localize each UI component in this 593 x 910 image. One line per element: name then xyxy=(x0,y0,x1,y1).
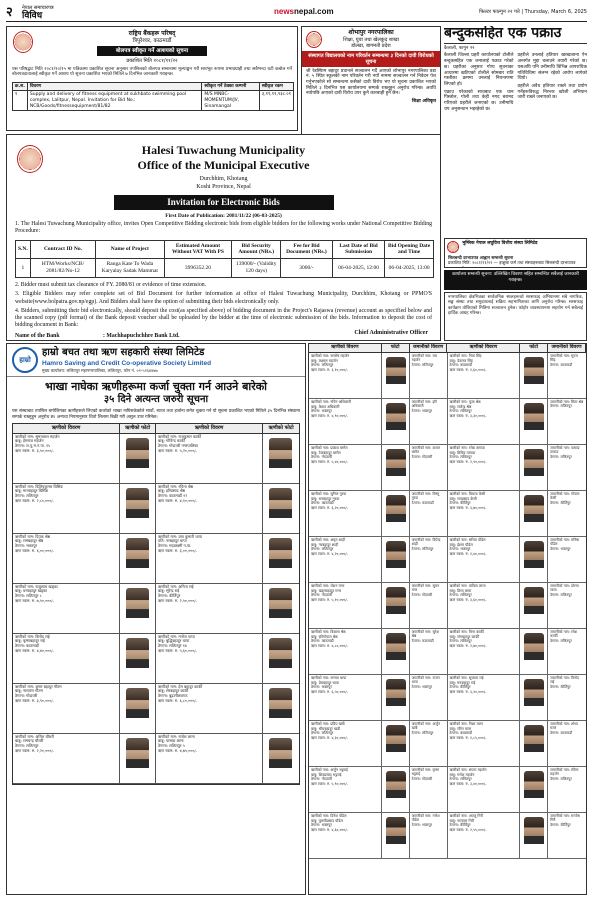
borrower-photo xyxy=(382,629,410,674)
table-cell: 139000/- (Validity 120 days) xyxy=(232,259,281,278)
person-photo-icon xyxy=(386,771,406,798)
grid-header-cell: ऋणीको विवरण xyxy=(156,424,263,432)
notice-date: प्रकाशित मिति २०८१/११/२२ xyxy=(126,58,178,65)
person-photo-icon xyxy=(524,725,544,752)
borrower-row xyxy=(13,484,299,534)
chief-administrative-officer: Chief Administrative Officer xyxy=(354,329,428,336)
borrower-details: ऋणीको नाम: नविन अधिकारी बाबु: केशव अधिकारी ठेगाना: भक्तपुर ऋण रकम: रु. ४,९०,०००/- xyxy=(309,399,382,444)
bank-row xyxy=(15,340,432,341)
list-header-cell: फोटो xyxy=(520,344,548,352)
borrower-details: ऋणीको नाम: सुनिल गुरुङ बाबु: धनबहादुर गुरुङ ठेगाना: काठमाडौं ऋण रकम: रु. ६,२०,०००/- xyxy=(309,491,382,536)
person-photo-icon xyxy=(269,688,292,718)
borrower-details: ऋणीको नाम: प्रदिप खत्री बाबु: भीमबहादुर खत्री ठेगाना: ललितपुर ऋण रकम: रु. ४,३०,०००/- xyxy=(309,721,382,766)
borrower-photo xyxy=(263,634,299,683)
table-cell: 06-04-2025, 13:00 xyxy=(385,259,434,278)
borrower-details: ऋणीको नाम: राजुलाल खड्का बाबु: धनबहादुर खड्का ठेगाना: ललितपुर ८ ऋण रकम: रु. ७,५०,०००/- xyxy=(13,584,120,633)
person-photo-icon xyxy=(126,488,149,518)
list-header-cell: ऋणीको विवरण xyxy=(447,344,520,352)
table-row xyxy=(16,259,434,278)
person-photo-icon xyxy=(126,638,149,668)
borrower-list-continued xyxy=(308,343,587,895)
guarantor-details: जमानीको नाम: कृष्ण भट्टराई ठेगाना: गोदावरी xyxy=(410,767,448,812)
table-header-cell: स्वीकृत गर्ने ठेक्का कम्पनी xyxy=(202,82,259,91)
cooperative-logo-icon: हाम्रो xyxy=(12,347,38,373)
logo-prefix: news xyxy=(274,7,295,16)
borrower-details: ऋणीको नाम: मिना कार्की बाबु: जंगबहादुर कार्की ठेगाना: ललितपुर ऋण रकम: रु. २,७०,०००/- xyxy=(448,629,521,674)
borrower-details: ऋणीको नाम: बिमला केसी बाबु: रामप्रसाद केसी ठेगाना: कीर्तिपुर ऋण रकम: रु. ३,७०,०००/- xyxy=(448,491,521,536)
borrower-details: ऋणीको नाम: अनिता राई बाबु: सुरेन्द्र राई ठेगाना: कीर्तिपुर ऋण रकम: रु. २,५०,०००/- xyxy=(156,584,263,633)
grid-header-cell: ऋणीको फोटो xyxy=(120,424,156,432)
borrower-row xyxy=(13,534,299,584)
table-header-cell: विवरण xyxy=(27,82,201,91)
borrower-photo xyxy=(120,434,156,483)
guarantor-details: जमानीको नाम: शोभा मल्ल ठेगाना: काठमाडौं xyxy=(550,721,578,735)
guarantor-details: जमानीको नाम: गोपाल केसी ठेगाना: कीर्तिपुर xyxy=(550,491,580,505)
cooperative-intro: यस संस्थाबाट तपसिल बमोजिमका ऋणीहरूले लिएको कर्जाको भाखा नाघिसकेकोले सावाँ, ब्याज तथा हर्जाना समेत चुक्ता गर्न यो सूचना प्रकाशित भएको मितिले ३५ दिनभित्र संस्थामा सम्पर्क राख्नुहुन अनुरोध छ। अन्यथा नियमानुसार धितो लिलाम बिक्री गरी असुल उपर गरिनेछ। xyxy=(12,409,300,420)
grid-header-cell: ऋणीको विवरण xyxy=(13,424,120,432)
tender-title: सिलबन्दी दरभाउपत्र आह्वान सम्बन्धी सूचना xyxy=(448,255,514,260)
nepal-emblem-icon xyxy=(306,31,322,48)
person-photo-icon xyxy=(524,817,544,844)
institution-header xyxy=(7,143,440,191)
borrower-details: ऋणीको नाम: अमृत शाही बाबु: नरबहादुर शाही ठेगाना: ललितपुर ऋण रकम: रु. ४,२०,०००/- xyxy=(309,537,382,582)
borrower-details: ऋणीको नाम: कविता लामा बाबु: ङिमा लामा ठेगाना: ललितपुर ऋण रकम: रु. ३,६०,०००/- xyxy=(448,583,521,628)
table-cell: ३,१९,११,९३८.०१ xyxy=(259,91,293,111)
borrower-row xyxy=(13,584,299,634)
borrower-details: ऋणीको नाम: दिनेश पौडेल बाबु: तुलसीप्रसाद पौडेल ठेगाना: भक्तपुर ऋण रकम: रु. ४,६०,०००/- xyxy=(309,813,382,858)
borrower-photo xyxy=(263,434,299,483)
tender-notice xyxy=(444,238,587,268)
borrower-details: ऋणीको नाम: सुजाता राई बाबु: मनबहादुर राई ठेगाना: कीर्तिपुर ऋण रकम: रु. ३,२०,०००/- xyxy=(448,675,521,720)
borrower-details: ऋणीको नाम: सन्जय थापा बाबु: प्रेमबहादुर थापा ठेगाना: भक्तपुर ऋण रकम: रु. ६,५०,०००/- xyxy=(309,675,382,720)
borrower-details: ऋणीको नाम: अञ्जु गिरी बाबु: नारायण गिरी ठेगाना: कीर्तिपुर ऋण रकम: रु. २,५५,०००/- xyxy=(448,813,521,858)
person-photo-icon xyxy=(126,688,149,718)
tender-org: भुम्लिक नेपाल लघुवित्त वित्तीय संस्था लिमिटेड xyxy=(462,241,538,246)
person-photo-icon xyxy=(269,638,292,668)
invitation-para-3: 3. Eligible Bidders may refer complete set of Bid Document for further information at office of Halesi Tuwachung Municipality, Durchhim, Khotang or PPMO'S website(www.bolpatra.gov.np/egp). And Bidders shall have the option of submitting their bids electronically only. xyxy=(15,291,432,305)
table-cell: HTM/Works/NCB/ 2081/82/No-12 xyxy=(30,259,95,278)
person-photo-icon xyxy=(386,633,406,660)
microfinance-logo-icon xyxy=(447,241,459,253)
borrower-details: ऋणीको नाम: सन्तोष महर्जन बाबु: लक्ष्मण महर्जन ठेगाना: ललितपुर ऋण रकम: रु. ३,१०,०००/- xyxy=(309,353,382,398)
table-header-cell: Fee for Bid Document (NRs.) xyxy=(281,240,333,259)
guarantor-details: जमानीको नाम: डोल्मा लामा ठेगाना: ललितपुर xyxy=(550,583,579,597)
borrower-photo xyxy=(120,734,156,783)
person-photo-icon xyxy=(386,495,406,522)
guarantor-details: जमानीको नाम: सिता श्रेष्ठ ठेगाना: ललितपुर xyxy=(550,399,584,409)
borrower-details: ऋणीको नाम: मनोज थापा बाबु: बुद्धिबहादुर थापा ठेगाना: ललितपुर १४ ऋण रकम: रु. ५,६०,०००/- xyxy=(156,634,263,683)
table-header-cell: Last Date of Bid Submission xyxy=(332,240,384,259)
borrower-photo xyxy=(520,629,548,674)
news-article xyxy=(444,26,587,236)
table-cell: १ xyxy=(13,91,28,111)
borrower-photo xyxy=(120,684,156,733)
borrower-photo xyxy=(263,484,299,533)
guarantor-details: जमानीको नाम: सुरेश श्रेष्ठ ठेगाना: काठमाडौं xyxy=(410,629,448,674)
notice2-head xyxy=(302,29,440,49)
notice-org-name: राष्ट्रिय बैंकहरू परिषद् xyxy=(128,30,176,37)
borrower-details: ऋणीको नाम: राजेश लामा बाबु: पासाङ लामा ठेगाना: ललितपुर ५ ऋण रकम: रु. ४,७५,०००/- xyxy=(156,734,263,783)
person-photo-icon xyxy=(524,541,544,568)
notice-paragraph: यस परिषद्बाट मिति २०८१/१०/१५ मा पत्रिकामा प्रकाशित सूचना अनुसार तपसिलको बोलपत्र सम्बन्धमा मूल्याङ्कन गरी सारभूत रूपमा प्रभावग्राही तथा सबैभन्दा घटी कबोल गर्ने बोलपत्रदातालाई स्वीकृत गर्ने आशय यो सूचना प्रकाशित भएको मितिले ७ दिनभित्र जानकारी गराइन्छ। xyxy=(12,66,292,78)
table-header-cell: Bid Security Amount (NRs.) xyxy=(232,240,281,259)
borrower-details: ऋणीको नाम: रमेश तामाङ बाबु: छिरिङ तामाङ ठेगाना: ललितपुर ऋण रकम: रु. २,९०,०००/- xyxy=(448,445,521,490)
list-row xyxy=(309,675,586,721)
person-photo-icon xyxy=(269,488,292,518)
institution-address-2: Koshi Province, Nepal xyxy=(196,183,251,190)
table-cell: Ranga Kate To Wada Karyalay Sadak Mammat xyxy=(96,259,164,278)
page-number: २ xyxy=(6,5,13,20)
borrower-details: ऋणीको नाम: कृष्ण बहादुर गौतम बाबु: नारायण गौतम ठेगाना: गोदावरी ऋण रकम: रु. ३,९०,०००/- xyxy=(13,684,120,733)
award-table xyxy=(12,82,294,112)
invitation-para-2: 2. Bidder must submit tax clearance of FY. 2080/81 or evidence of time extension. xyxy=(15,282,207,289)
person-photo-icon xyxy=(386,541,406,568)
borrower-details: ऋणीको नाम: दिलिपकुमार घिसिङ बाबु: मानबहादुर घिसिङ ठेगाना: ललितपुर ऋण रकम: रु. २,८०,०००/- xyxy=(13,484,120,533)
guarantor-details: जमानीको नाम: राजन थापा ठेगाना: भक्तपुर xyxy=(410,675,448,720)
article-column-1 xyxy=(444,53,514,112)
guarantor-details: जमानीको नाम: रमेश कार्की ठेगाना: ललितपुर xyxy=(550,629,578,643)
invitation-para-4: 4. Bidders, submitting their bid electronically, should deposit the cost(as specified above) of bidding document in the Project's Rajaswa (revenue) account as specified below and the scanned copy (pdf format) of the Bank deposit voucher shall be uploaded by the bidder at the time of electronic submission of the bids. Information to deposit the cost of bidding document in Bank: xyxy=(15,307,432,329)
table-header-cell: Bid Opening Date and Time xyxy=(385,240,434,259)
borrower-photo xyxy=(263,584,299,633)
person-photo-icon xyxy=(269,538,292,568)
borrower-details: ऋणीको नाम: उषा कुमारी थापा पति: नरबहादुर थापा ठेगाना: महालक्ष्मी न.पा. ऋण रकम: रु. ३,००,०००/- xyxy=(156,534,263,583)
borrower-photo xyxy=(263,684,299,733)
table-cell: 06-04-2025, 12:00 xyxy=(332,259,384,278)
person-photo-icon xyxy=(524,771,544,798)
cooperative-subhead: ३५ दिने अत्यन्त जरुरी सूचना xyxy=(103,393,209,405)
nepal-emblem-icon xyxy=(17,145,43,173)
borrower-photo xyxy=(382,813,410,858)
dark-notice-strip: कार्यालय सम्बन्धी सूचना: उल्लिखित विवरण सहित सम्बन्धित सबैलाई जानकारी गराइन्छ। xyxy=(444,270,587,290)
table-header-cell: S.N. xyxy=(16,240,31,259)
borrower-photo xyxy=(382,537,410,582)
list-row xyxy=(309,353,586,399)
table-cell: M/S MNBC-MOMENTUM/JV, Sinamangal xyxy=(202,91,259,111)
institution-address-1: Durchhim, Khotang xyxy=(199,176,248,182)
borrower-details: ऋणीको नाम: बिनोद राई बाबु: कृष्णबहादुर राई ठेगाना: काठमाडौं ऋण रकम: रु. ४,४०,०००/- xyxy=(13,634,120,683)
borrower-photo xyxy=(520,399,548,444)
cooperative-header xyxy=(7,344,305,377)
masthead xyxy=(6,4,587,22)
person-photo-icon xyxy=(126,438,149,468)
notice2-body: श्री रेडस्यिाम बहादुर प्रधानले सञ्चालन गर्दै आएको शोभापुर नगरपालिका वडा नं. ५ स्थित स्कूलको नाम परिवर्तन गरी नयाँ नाममा सञ्चालन गर्न निवेदन पेश गर्नुभएकोले सो सम्बन्धमा कसैको दावी विरोध भए यो सूचना प्रकाशित भएको मितिले ३ दिनभित्र यस कार्यालयमा सम्पर्क राख्नुहुन अनुरोध गरिन्छ। अवधि नाघेपछि आएको दावी विरोध उपर कुनै कारबाही हुने छैन। xyxy=(306,68,436,97)
table-row xyxy=(13,91,294,111)
list-header-cell: फोटो xyxy=(382,344,410,352)
list-row xyxy=(309,629,586,675)
section-top: नेपाल समाचारपत्र xyxy=(22,5,54,11)
table-cell: 1 xyxy=(16,259,31,278)
person-photo-icon xyxy=(386,587,406,614)
borrower-photo xyxy=(520,767,548,812)
list-header-cell: जमानीको विवरण xyxy=(410,344,448,352)
borrower-row xyxy=(13,734,299,784)
borrower-photo xyxy=(382,767,410,812)
borrower-row xyxy=(13,434,299,484)
institution-name: Halesi Tuwachung Municipality xyxy=(141,143,306,157)
guarantor-details: जमानीको नाम: विष्णु गुरुङ ठेगाना: काठमाडौं xyxy=(410,491,448,536)
notice2-title-bar: संस्थागत विद्यालयको नाम परिवर्तन सम्बन्धमा ३ दिनको दावी विरोधको सूचना xyxy=(302,51,440,67)
section-title: विविध xyxy=(22,10,43,21)
contract-table xyxy=(15,240,434,279)
borrower-row xyxy=(13,684,299,734)
bank-field-value xyxy=(103,340,202,341)
person-photo-icon xyxy=(524,495,544,522)
guarantor-details: जमानीको नाम: मनिषा पौडेल ठेगाना: भक्तपुर xyxy=(550,537,580,551)
borrower-details: ऋणीको नाम: सरिता पौडेल बाबु: ईश्वर पौडेल ठेगाना: भक्तपुर ऋण रकम: रु. २,४०,०००/- xyxy=(448,537,521,582)
borrower-details: ऋणीको नाम: प्रकाश बस्नेत बाबु: टेकबहादुर बस्नेत ठेगाना: गोदावरी ऋण रकम: रु. ५,४०,०००/- xyxy=(309,445,382,490)
guarantor-details: जमानीको नाम: अर्जुन खत्री ठेगाना: ललितपुर xyxy=(410,721,448,766)
notice2-org: शोभापुर नगरपालिका xyxy=(348,29,394,36)
cooperative-headline: भाखा नाघेका ऋणीहरूमा कर्जा चुक्ता गर्न आउने बारेको xyxy=(44,380,268,393)
borrower-photo xyxy=(520,721,548,766)
borrower-details: ऋणीको नाम: रोशन मगर बाबु: खड्गबहादुर मगर ठेगाना: गोदावरी ऋण रकम: रु. ५,१०,०००/- xyxy=(309,583,382,628)
person-photo-icon xyxy=(524,357,544,384)
borrower-details: ऋणीको नाम: सुमनलाल महर्जन बाबु: हेमराज महर्जन ठेगाना: ल.पु.म.न.पा. १५ ऋण रकम: रु. ३,५०,०००/- xyxy=(13,434,120,483)
borrower-photo xyxy=(382,445,410,490)
person-photo-icon xyxy=(524,633,544,660)
person-photo-icon xyxy=(386,357,406,384)
notice2-address: डोल्खा, बागमती प्रदेश xyxy=(351,42,391,49)
notice-title-bar: बोलपत्र स्वीकृत गर्ने आशयको सूचना xyxy=(97,46,207,56)
notice-org xyxy=(7,30,297,44)
notice-org-address: त्रिपुरेश्वर, काठमाडौं xyxy=(132,37,172,44)
article-column-2 xyxy=(518,53,588,112)
person-photo-icon xyxy=(269,438,292,468)
article-paragraph: प्रहरीले अवैध हतियार राख्ने तथा प्रयोग गर्नेहरूविरुद्ध निरन्तर खोजी अभियान जारी राख्ने जनाएको छ। xyxy=(517,83,587,101)
borrower-photo xyxy=(520,537,548,582)
borrower-details: ऋणीको नाम: रचिना श्रेष्ठ बाबु: हरिप्रसाद श्रेष्ठ ठेगाना: काठमाडौं १२ ऋण रकम: रु. ४,१०,०००/- xyxy=(156,484,263,533)
guarantor-details: जमानीको नाम: रविना महर्जन ठेगाना: ललितपुर xyxy=(550,767,579,781)
cooperative-name-ne: हाम्रो बचत तथा ऋण सहकारी संस्था लिमिटेड xyxy=(42,347,205,359)
person-photo-icon xyxy=(386,449,406,476)
person-photo-icon xyxy=(524,679,544,706)
person-photo-icon xyxy=(386,817,406,844)
list-row xyxy=(309,399,586,445)
bank-field-label: Name of the Bank xyxy=(15,332,60,339)
borrower-details: ऋणीको नाम: अर्जुन भट्टराई बाबु: शिवप्रसाद भट्टराई ठेगाना: गोदावरी ऋण रकम: रु. ५,९०,०००/- xyxy=(309,767,382,812)
cooperative-name-en: Hamro Saving and Credit Co-operative Society Limited xyxy=(42,359,212,367)
table-header-cell: Name of Project xyxy=(96,240,164,259)
guarantor-details: जमानीको नाम: दिपेन्द्र शाही ठेगाना: ललितपुर xyxy=(410,537,448,582)
borrower-details: ऋणीको नाम: गिता सिंह बाबु: देवराज सिंह ठेगाना: काठमाडौं ऋण रकम: रु. २,६०,०००/- xyxy=(448,353,521,398)
person-photo-icon xyxy=(524,403,544,430)
guarantor-details: जमानीको नाम: सुमन मगर ठेगाना: गोदावरी xyxy=(410,583,448,628)
list-row xyxy=(309,721,586,767)
table-header-cell: Contract ID No. xyxy=(30,240,95,259)
guarantor-details: जमानीको नाम: राम महर्जन ठेगाना: ललितपुर xyxy=(410,353,448,398)
borrower-photo xyxy=(520,445,548,490)
borrower-details: ऋणीको नाम: अनिल चौधरी बाबु: रामचन्द्र चौधरी ठेगाना: ललितपुर ऋण रकम: रु. २,२०,०००/- xyxy=(13,734,120,783)
article-paragraph: प्रहरीले उनलाई हतियार खरखजाना ऐन अन्तर्गत मुद्दा चलाउने तयारी गरेको छ। यसअघि पनि उनीमाथि विभिन्न आपराधिक गतिविधिमा संलग्न रहेको आरोप लागेको थियो। xyxy=(517,53,587,82)
logo-suffix: nepal xyxy=(294,7,315,16)
borrower-photo xyxy=(263,734,299,783)
cooperative-address: मुख्य कार्यालय: ललितपुर महानगरपालिका, ललितपुर, फोन नं. ०१-५२६४४७७ xyxy=(42,367,158,373)
person-photo-icon xyxy=(524,587,544,614)
borrower-details: ऋणीको नाम: राजकुमार कार्की बाबु: गोविन्द कार्की ठेगाना: गोदावरी नगरपालिका ऋण रकम: रु. ५,२०,०००/- xyxy=(156,434,263,483)
notice2-sub: शिक्षा, युवा तथा खेलकुद शाखा xyxy=(343,36,399,43)
borrower-photo xyxy=(382,399,410,444)
cleanup-notice xyxy=(444,292,587,341)
borrower-details: ऋणीको नाम: पूजा श्रेष्ठ बाबु: राजेन्द्र श्रेष्ठ ठेगाना: ललितपुर ऋण रकम: रु. ३,३०,०००/- xyxy=(448,399,521,444)
list-header-cell: ऋणीको विवरण xyxy=(309,344,382,352)
institution-office: Office of the Municipal Executive xyxy=(137,158,310,172)
person-photo-icon xyxy=(386,403,406,430)
intent-to-award-notice xyxy=(6,26,298,131)
borrower-details: ऋणीको नाम: निशा मल्ल बाबु: रविन मल्ल ठेगाना: काठमाडौं ऋण रकम: रु. २,८५,०००/- xyxy=(448,721,521,766)
borrower-photo xyxy=(382,583,410,628)
tender-body: प्रकाशित मिति: २०८१/११/२२ — इच्छुक फर्म तथा संस्थाहरूबाट सिलबन्दी दरभाउपत्र आह्वान गरिन्छ। xyxy=(448,260,576,268)
borrower-photo xyxy=(520,353,548,398)
halesi-bid-invitation xyxy=(6,134,441,341)
borrower-photo xyxy=(382,491,410,536)
person-photo-icon xyxy=(269,588,292,618)
site-logo[interactable] xyxy=(274,7,334,17)
table-cell: 3996352.20 xyxy=(164,259,232,278)
borrower-details: ऋणीको नाम: सपना महर्जन बाबु: गणेश महर्जन ठेगाना: ललितपुर ऋण रकम: रु. ३,४०,०००/- xyxy=(448,767,521,812)
guarantor-details: जमानीको नाम: कमल बस्नेत ठेगाना: गोदावरी xyxy=(410,445,448,490)
person-photo-icon xyxy=(126,538,149,568)
table-header-cell: Estimated Amount Without VAT With PS xyxy=(164,240,232,259)
borrower-photo xyxy=(382,721,410,766)
list-row xyxy=(309,537,586,583)
borrower-row xyxy=(13,634,299,684)
list-row xyxy=(309,445,586,491)
borrower-photo xyxy=(382,353,410,398)
list-header-cell: जमानीको विवरण xyxy=(548,344,586,352)
guarantor-details: जमानीको नाम: विनोद राई ठेगाना: कीर्तिपुर xyxy=(550,675,579,689)
list-row xyxy=(309,491,586,537)
nepal-emblem-icon xyxy=(13,31,33,53)
article-byline: कैलाली, फागुन २२ xyxy=(444,45,475,51)
borrower-photo xyxy=(120,534,156,583)
notice2-signature: शिक्षा अधिकृत xyxy=(411,99,436,105)
borrower-details: ऋणीको नाम: हेम बहादुर कार्की बाबु: शेरबहादुर कार्की ठेगाना: बुढानीलकण्ठ ऋण रकम: रु. ६,८०,०००/- xyxy=(156,684,263,733)
borrower-grid xyxy=(12,423,300,784)
borrower-photo xyxy=(263,534,299,583)
logo-domain: .com xyxy=(314,7,334,16)
table-cell: Supply and delivery of fitness equipment at sukhbato swimming pool complex, Lalitpur, Nepal. Invitation for Bid No.: NCB/Goods/fitnessequipment/81/82 xyxy=(27,91,201,111)
issue-date: फिल्टर फाल्गुन २२ गते | Thursday, March 6, 2025 xyxy=(479,9,587,15)
article-paragraph: पक्राउ परेकाको साथबाट एक थान पिस्तोल, गोली तथा केही नगद बरामद गरिएको प्रहरीले जनाएको छ। उनीमाथि थप अनुसन्धान भइरहेको छ। xyxy=(444,89,514,112)
person-photo-icon xyxy=(126,738,149,768)
borrower-details: ऋणीको नाम: विकास श्रेष्ठ बाबु: हरिगोपाल श्रेष्ठ ठेगाना: काठमाडौं ऋण रकम: रु. ४,८०,०००/- xyxy=(309,629,382,674)
invitation-banner: Invitation for Electronic Bids xyxy=(114,195,334,210)
borrower-photo xyxy=(120,484,156,533)
borrower-photo xyxy=(382,675,410,720)
list-row xyxy=(309,767,586,813)
article-headline[interactable]: बन्दुकसहित एक पक्राउ xyxy=(444,26,587,44)
person-photo-icon xyxy=(524,449,544,476)
article-paragraph: कैलाली जिल्ला प्रहरी कार्यालयको टोलीले बन्दुकसहित एक जनालाई पक्राउ गरेको छ। प्रहरीका अनुसार गोप्य सूचनाका आधारमा खटिएको टोलीले सोमबार राति गस्तीका क्रममा उनलाई नियन्त्रणमा लिएको हो। xyxy=(444,53,514,87)
borrower-photo xyxy=(120,584,156,633)
person-photo-icon xyxy=(269,738,292,768)
guarantor-details: जमानीको नाम: सुरज सिंह ठेगाना: काठमाडौं xyxy=(550,353,578,367)
cleanup-body: नगरपालिका क्षेत्रभित्रका सार्वजनिक स्थलहरूको सरसफाइ अभियानमा सबै नागरिक, सङ्घ संस्था तथा समुदायलाई सक्रिय सहभागिताका लागि अनुरोध गरिन्छ। सरसफाइ कार्यक्रम तोकिएको मितिमा सञ्चालन हुनेछ। फोहोर व्यवस्थापनमा सहयोग गर्न सबैलाई हार्दिक आग्रह गरिन्छ। xyxy=(448,295,583,317)
guarantor-details: जमानीको नाम: पासाङ तामाङ ठेगाना: ललितपुर xyxy=(550,445,580,459)
table-header-cell: क्र.स. xyxy=(13,82,28,91)
guarantor-details: जमानीको नाम: सन्तोष गिरी ठेगाना: कीर्तिपुर xyxy=(550,813,580,827)
table-header-cell: स्वीकृत रकम xyxy=(259,82,293,91)
person-photo-icon xyxy=(126,588,149,618)
section-label xyxy=(22,6,54,21)
borrower-photo xyxy=(520,491,548,536)
invitation-para-1: 1. The Halesi Tuwachung Municipality office, invites Open Competitive Bidding electronic bids from eligible bidders for the following works under National Competitive Bidding Procedure: xyxy=(15,221,432,235)
guarantor-details: जमानीको नाम: हरि अधिकारी ठेगाना: भक्तपुर xyxy=(410,399,448,444)
table-cell: 3000/- xyxy=(281,259,333,278)
bank-field-label xyxy=(15,340,103,341)
hamro-cooperative-notice xyxy=(6,343,306,895)
list-row xyxy=(309,583,586,629)
bank-field-value: : Machhapuchchhre Bank Ltd. xyxy=(103,332,180,339)
person-photo-icon xyxy=(386,725,406,752)
person-photo-icon xyxy=(386,679,406,706)
list-row xyxy=(309,813,586,859)
borrower-photo xyxy=(120,634,156,683)
publication-date: First Date of Publication: 2081/11/22 (06-03-2025) xyxy=(165,213,282,220)
borrower-photo xyxy=(520,675,548,720)
borrower-details: ऋणीको नाम: दिपक श्रेष्ठ बाबु: रामबहादुर श्रेष्ठ ठेगाना: भक्तपुर ऋण रकम: रु. ६,००,०००/- xyxy=(13,534,120,583)
borrower-photo xyxy=(520,583,548,628)
guarantor-details: जमानीको नाम: गणेश पौडेल ठेगाना: भक्तपुर xyxy=(410,813,448,858)
grid-header-cell: ऋणीको फोटो xyxy=(268,425,294,432)
borrower-photo xyxy=(520,813,548,858)
